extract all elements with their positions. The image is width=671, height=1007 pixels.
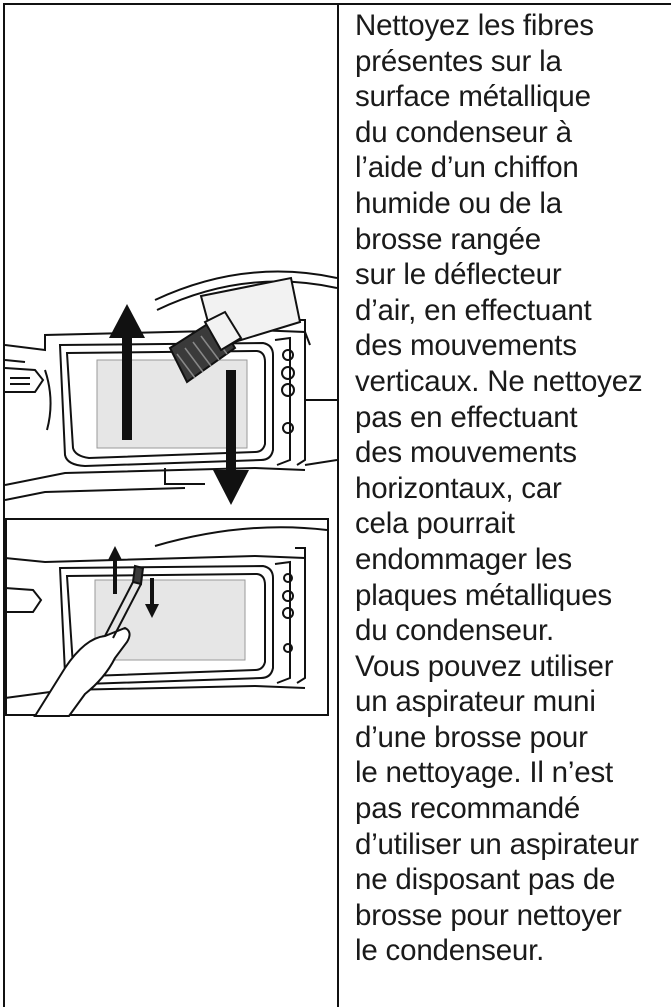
text-line: ne disposant pas de: [355, 863, 616, 897]
text-line: un aspirateur muni: [355, 685, 596, 719]
text-line: brosse pour nettoyer: [355, 898, 622, 932]
text-line: cela pourrait: [355, 507, 515, 541]
text-line: pas en effectuant: [355, 400, 578, 434]
text-line: endommager les: [355, 542, 572, 576]
text-line: humide ou de la: [355, 186, 562, 220]
text-line: d’air, en effectuant: [355, 293, 592, 327]
text-line: verticaux. Ne nettoyez: [355, 364, 643, 398]
text-line: des mouvements: [355, 436, 577, 470]
text-line: l’aide d’un chiffon: [355, 151, 579, 185]
text-line: Nettoyez les fibres: [355, 9, 594, 42]
text-line: Vous pouvez utiliser: [355, 649, 614, 683]
text-line: du condenseur à: [355, 115, 572, 149]
text-line: le nettoyage. Il n’est: [355, 756, 613, 790]
text-line: d’une brosse pour: [355, 720, 588, 754]
text-line: du condenseur.: [355, 614, 554, 648]
text-line: présentes sur la: [355, 44, 562, 78]
text-line: brosse rangée: [355, 222, 541, 256]
text-line: d’utiliser un aspirateur: [355, 827, 639, 861]
text-line: surface métallique: [355, 80, 591, 114]
text-line: des mouvements: [355, 329, 577, 363]
hand-brush-illustration: [5, 518, 335, 718]
text-line: pas recommandé: [355, 792, 581, 826]
text-line: le condenseur.: [355, 934, 545, 968]
text-line: horizontaux, car: [355, 471, 562, 505]
instruction-text: [355, 8, 671, 969]
text-line: plaques métalliques: [355, 578, 612, 612]
text-line: sur le déflecteur: [355, 258, 562, 292]
brush-cleaning-illustration: [5, 260, 337, 515]
